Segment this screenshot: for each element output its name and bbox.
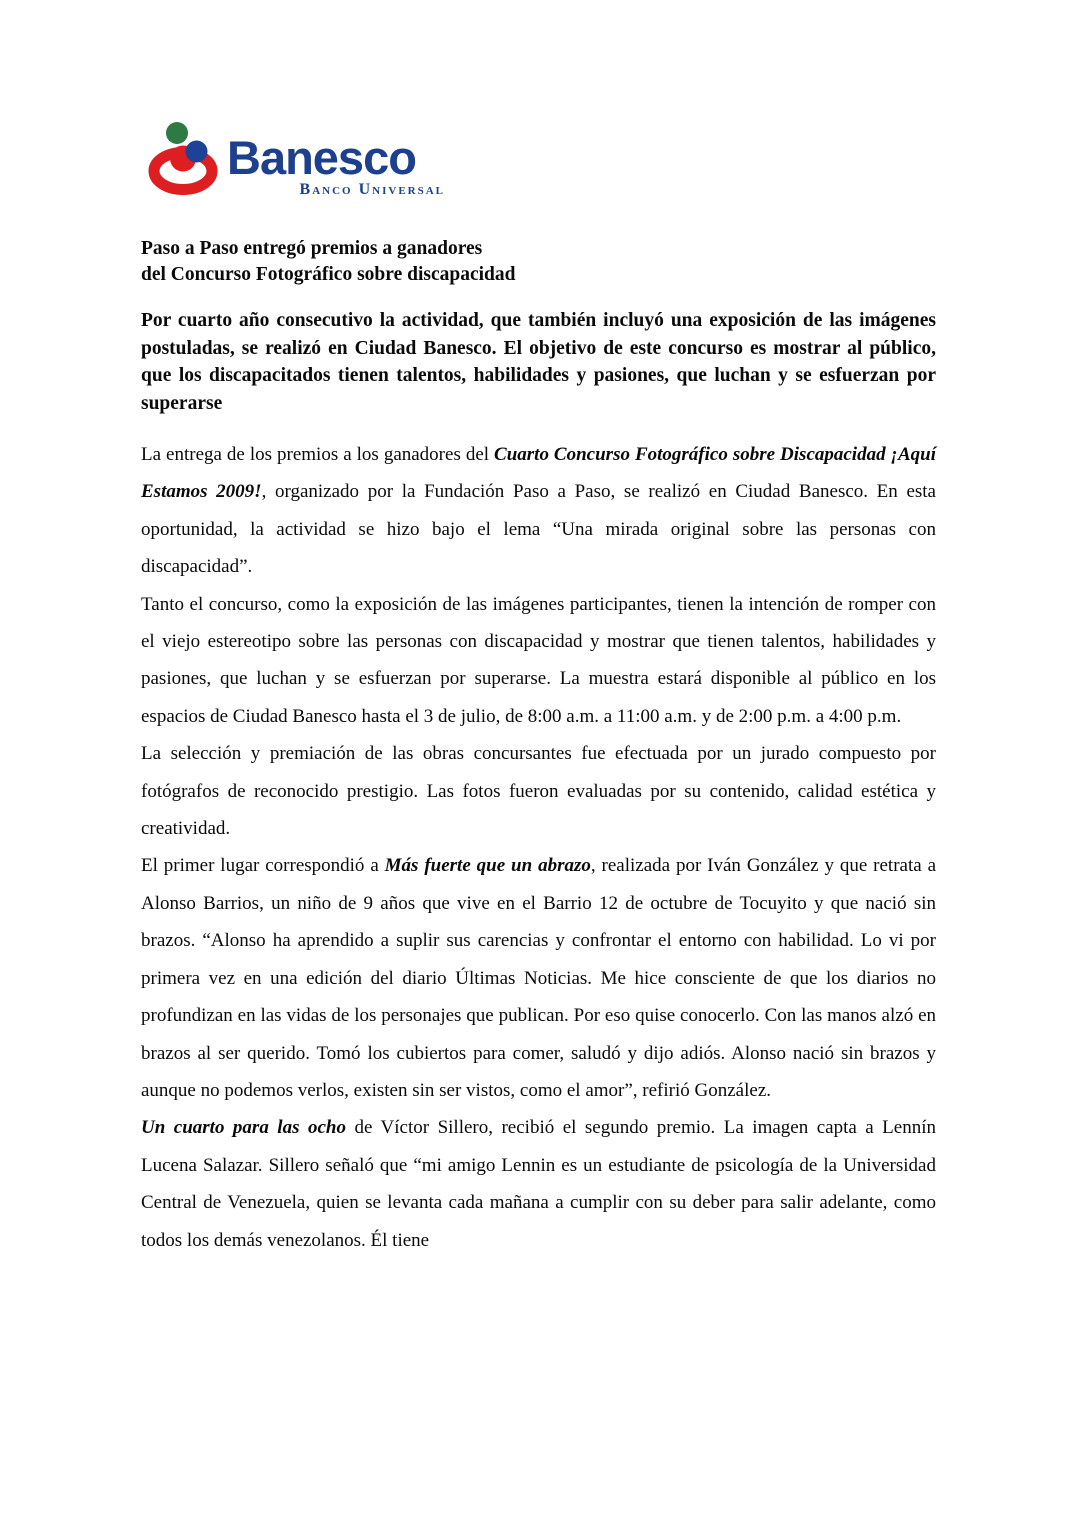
banesco-logo xyxy=(147,114,445,198)
logo-text xyxy=(227,131,445,198)
banesco-logo-icon xyxy=(147,114,225,198)
headline-line-1: Paso a Paso entregó premios a ganadores xyxy=(141,238,483,259)
emphasis-run: Más fuerte que un abrazo xyxy=(384,855,591,877)
text-run: El primer lugar correspondió a xyxy=(141,855,385,877)
body-paragraph-5 xyxy=(141,1109,936,1259)
headline-line-2: del Concurso Fotográfico sobre discapacidad xyxy=(141,264,516,285)
body-paragraph-4 xyxy=(141,847,936,1109)
text-run: La entrega de los premios a los ganadores del xyxy=(141,444,495,465)
subheadline: Por cuarto año consecutivo la actividad, que también incluyó una exposición de las imágenes postuladas, se realizó en Ciudad Banesco. El objetivo de este concurso es mostrar al público, que los discapacitados tienen talentos, habilidades y pasiones, que luchan y se esfuerzan por superarse xyxy=(141,310,936,414)
emphasis-run: Cuarto Concurso Fotográfico sobre Discapacidad ¡Aquí Estamos 2009! xyxy=(141,444,936,503)
text-run: de Víctor Sillero, recibió el segundo premio. La imagen capta a Lennín Lucena Salazar. Sillero señaló que “mi amigo Lennin es un estudiante de psicología de la Universidad Central de Venezuela, quien se levanta cada mañana a cumplir con su deber para salir adelante, como todos los demás venezolanos. Él tiene xyxy=(141,1117,937,1251)
brand-name: Banesco xyxy=(227,131,416,184)
body-paragraph-2 xyxy=(141,586,936,736)
emphasis-run: Un cuarto para las ocho xyxy=(141,1117,346,1139)
logo-green-dot xyxy=(166,122,188,144)
headline xyxy=(141,236,936,288)
body-paragraph-3 xyxy=(141,735,936,847)
body-paragraph-1 xyxy=(141,436,936,586)
text-run: Tanto el concurso, como la exposición de las imágenes participantes, tienen la intención de romper con el viejo estereotipo sobre las personas con discapacidad y mostrar que tienen talentos, habilidades y pasiones, que luchan y se esfuerzan por superarse. La muestra estará disponible al público en los espacios de Ciudad Banesco hasta el 3 de julio, de 8:00 a.m. a 11:00 a.m. y de 2:00 p.m. a 4:00 p.m. xyxy=(141,593,936,727)
body-text xyxy=(141,436,936,1259)
brand-tagline: Banco Universal xyxy=(299,181,445,198)
logo-blue-dot xyxy=(186,141,208,163)
text-run: , realizada por Iván González y que retrata a Alonso Barrios, un niño de 9 años que vive en el Barrio 12 de octubre de Tocuyito y que nació sin brazos. “Alonso ha aprendido a suplir sus carencias y confrontar el entorno con habilidad. Lo vi por primera vez en una edición del diario Últimas Noticias. Me hice consciente de que los diarios no profundizan en las vidas de los personajes que publican. Por eso quise conocerlo. Con las manos alzó en brazos al ser querido. Tomó los cubiertos para comer, saludó y dijo adiós. Alonso nació sin brazos y aunque no podemos verlos, existen sin ser vistos, como el amor”, refirió González. xyxy=(141,855,936,1101)
text-run: La selección y premiación de las obras concursantes fue efectuada por un jurado compuesto por fotógrafos de reconocido prestigio. Las fotos fueron evaluadas por su contenido, calidad estética y creatividad. xyxy=(141,743,936,840)
text-run: , organizado por la Fundación Paso a Paso, se realizó en Ciudad Banesco. En esta oportunidad, la actividad se hizo bajo el lema “Una mirada original sobre las personas con discapacidad”. xyxy=(141,481,936,578)
